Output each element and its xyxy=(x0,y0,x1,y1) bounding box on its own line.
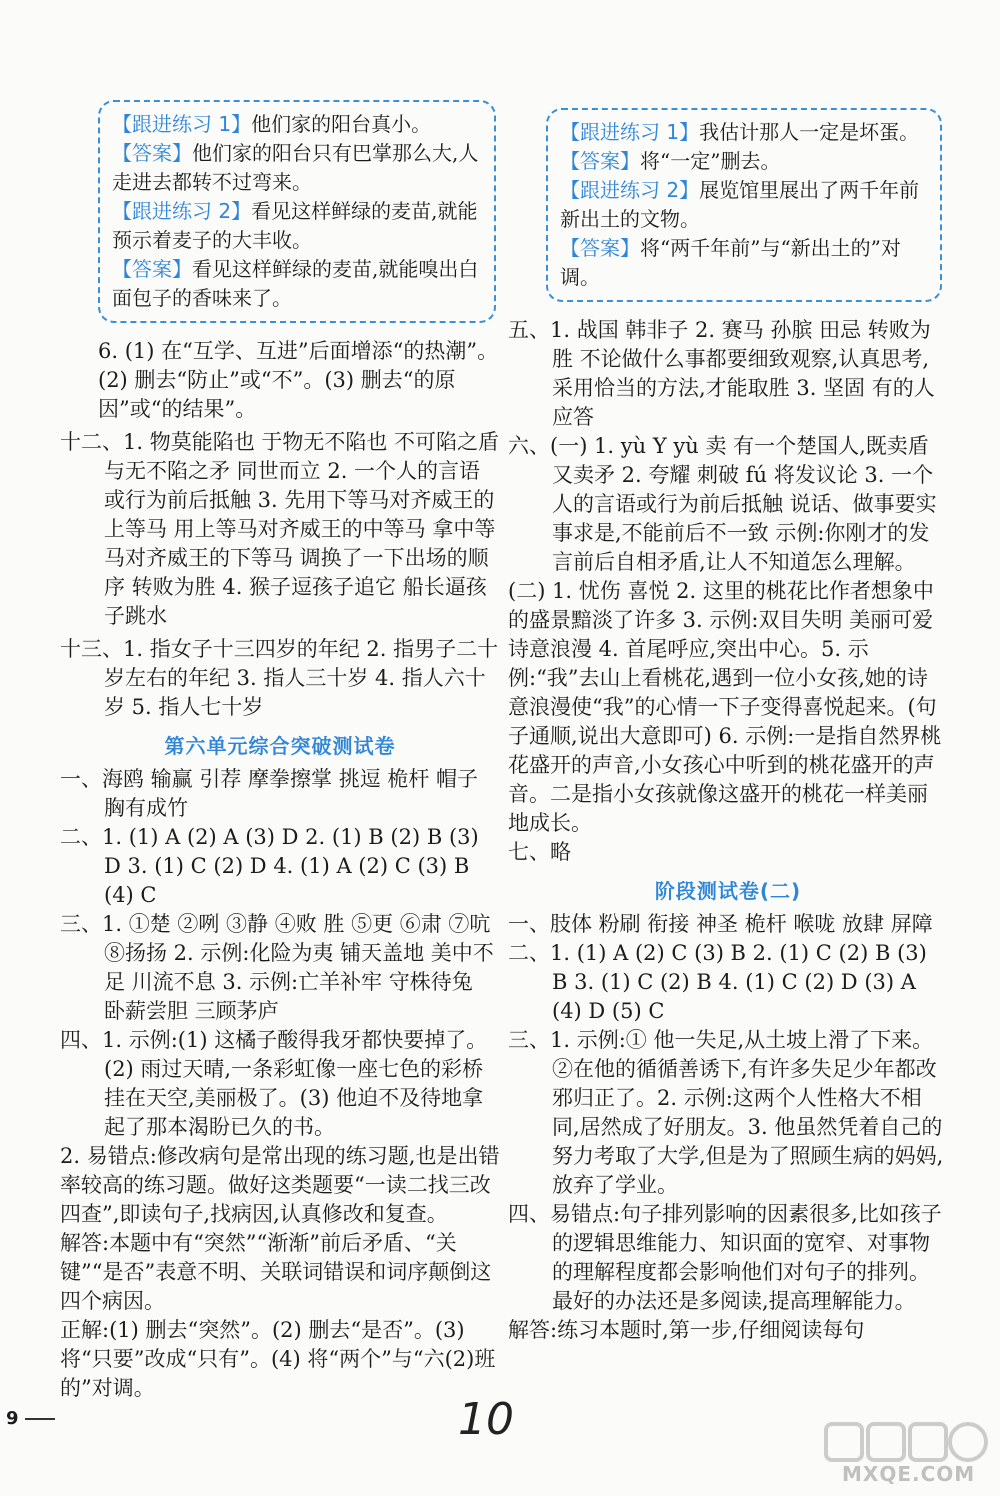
practice-box-right xyxy=(546,108,942,302)
answer-t2: 二、1. (1) A (2) C (3) B 2. (1) C (2) B (3) B 3. (1) C (2) B 4. (1) C (2) D (3) A (4) D (5) C xyxy=(508,941,927,1023)
watermark-url: MXQE.COM xyxy=(842,1462,976,1486)
answer-r6-2: (二) 1. 忧伤 喜悦 2. 这里的桃花比作者想象中的盛景黯淡了许多 3. 示例:双目失明 美丽可爱 诗意浪漫 4. 首尾呼应,突出中心。5. 示例:“我”去山上看桃花,遇到一位小女孩,她的诗意浪漫使“我”的心情一下子变得喜悦起来。(句子通顺,说出大意即可) 6. 示例:一是指自然界桃花盛开的声音,小女孩心中听到的桃花盛开的声音。二是指小女孩就像这盛开的桃花一样美丽地成长。 xyxy=(508,579,942,835)
box-line: 【跟进练习 1】他们家的阳台真小。 xyxy=(112,112,432,136)
section-title-unit6: 第六单元综合突破测试卷 xyxy=(164,734,396,758)
answer-s4-2: 2. 易错点:修改病句是常出现的练习题,也是出错率较高的练习题。做好这类题要“一读二找三改四查”,即读句子,找病因,认真修改和复查。 xyxy=(60,1144,500,1226)
box-line: 【答案】他们家的阳台只有巴掌那么大,人走进去都转不过弯来。 xyxy=(112,141,479,194)
box-line: 【跟进练习 1】我估计那人一定是坏蛋。 xyxy=(560,120,920,144)
answer-r6-1: 六、(一) 1. yù Y yù 卖 有一个楚国人,既卖盾又卖矛 2. 夸耀 刺破 fú 将发议论 3. 一个人的言语或行为前后抵触 说话、做事要实事求是,不能前后不一致 示例:你刚才的发言前后自相矛盾,让人不知道怎么理解。 xyxy=(508,434,937,574)
answer-t4-explain: 解答:练习本题时,第一步,仔细阅读每句 xyxy=(508,1318,865,1342)
page-number: 9 xyxy=(6,1408,55,1429)
right-column xyxy=(508,108,948,1345)
answer-r7: 七、略 xyxy=(508,840,571,864)
answer-s4-correct: 正解:(1) 删去“突然”。(2) 删去“是否”。(3) 将“只要”改成“只有”。(4) 将“两个”与“六(2)班的”对调。 xyxy=(60,1318,496,1400)
answer-12: 十二、1. 物莫能陷也 于物无不陷也 不可陷之盾与无不陷之矛 同世而立 2. 一个人的言语或行为前后抵触 3. 先用下等马对齐威王的上等马 用上等马对齐威王的中等马 拿中等马对齐威王的下等马 调换了一下出场的顺序 转败为胜 4. 猴子逗孩子追它 船长逼孩子跳水 xyxy=(60,430,500,628)
box-line: 【答案】看见这样鲜绿的麦苗,就能嗅出白面包子的香味来了。 xyxy=(112,257,479,310)
box-line: 【答案】将“两千年前”与“新出土的”对调。 xyxy=(560,236,901,289)
box-line: 【跟进练习 2】展览馆里展出了两千年前新出土的文物。 xyxy=(560,178,920,231)
answer-s4-1: 四、1. 示例:(1) 这橘子酸得我牙都快要掉了。(2) 雨过天晴,一条彩虹像一座七色的彩桥挂在天空,美丽极了。(3) 他迫不及待地拿起了那本渴盼已久的书。 xyxy=(60,1028,488,1139)
answer-r5: 五、1. 战国 韩非子 2. 赛马 孙膑 田忌 转败为胜 不论做什么事都要细致观察,认真思考,采用恰当的方法,才能取胜 3. 坚固 有的人 应答 xyxy=(508,318,935,429)
answer-6: 6. (1) 在“互学、互进”后面增添“的热潮”。(2) 删去“防止”或“不”。(3) 删去“的原因”或“的结果”。 xyxy=(98,339,499,421)
box-line: 【答案】将“一定”删去。 xyxy=(560,149,781,173)
answer-t1: 一、肢体 粉刷 衔接 神圣 桅杆 喉咙 放肆 屏障 xyxy=(508,912,933,936)
answer-t4: 四、易错点:句子排列影响的因素很多,比如孩子的逻辑思维能力、知识面的宽窄、对事物的理解程度都会影响他们对句子的排列。最好的办法还是多阅读,提高理解能力。 xyxy=(508,1202,942,1313)
answer-13: 十三、1. 指女子十三四岁的年纪 2. 指男子二十岁左右的年纪 3. 指人三十岁 4. 指人六十岁 5. 指人七十岁 xyxy=(60,637,499,719)
left-column xyxy=(60,100,500,1403)
answer-s1: 一、海鸥 输赢 引荐 摩拳擦掌 挑逗 桅杆 帽子 胸有成竹 xyxy=(60,767,479,820)
answer-s3: 三、1. ①楚 ②咧 ③静 ④败 胜 ⑤更 ⑥肃 ⑦吭 ⑧扬扬 2. 示例:化险为夷 铺天盖地 美中不足 川流不息 3. 示例:亡羊补牢 守株待兔 卧薪尝胆 三顾茅庐 xyxy=(60,912,494,1023)
answer-t3: 三、1. 示例:① 他一失足,从土坡上滑了下来。②在他的循循善诱下,有许多失足少年都改邪归正了。2. 示例:这两个人性格大不相同,居然成了好朋友。3. 他虽然凭着自己的努力考取了大学,但是为了照顾生病的妈妈,放弃了学业。 xyxy=(508,1028,944,1197)
box-line: 【跟进练习 2】看见这样鲜绿的麦苗,就能预示着麦子的大丰收。 xyxy=(112,199,478,252)
answer-s2: 二、1. (1) A (2) A (3) D 2. (1) B (2) B (3) D 3. (1) C (2) D 4. (1) A (2) C (3) B (4) C xyxy=(60,825,479,907)
practice-box-left xyxy=(98,100,496,323)
section-title-stage2: 阶段测试卷(二) xyxy=(654,879,802,903)
handwritten-number: 10 xyxy=(458,1394,514,1445)
answer-s4-explain: 解答:本题中有“突然”“渐渐”前后矛盾、“关键”“是否”表意不明、关联词错误和词序颠倒这四个病因。 xyxy=(60,1231,492,1313)
